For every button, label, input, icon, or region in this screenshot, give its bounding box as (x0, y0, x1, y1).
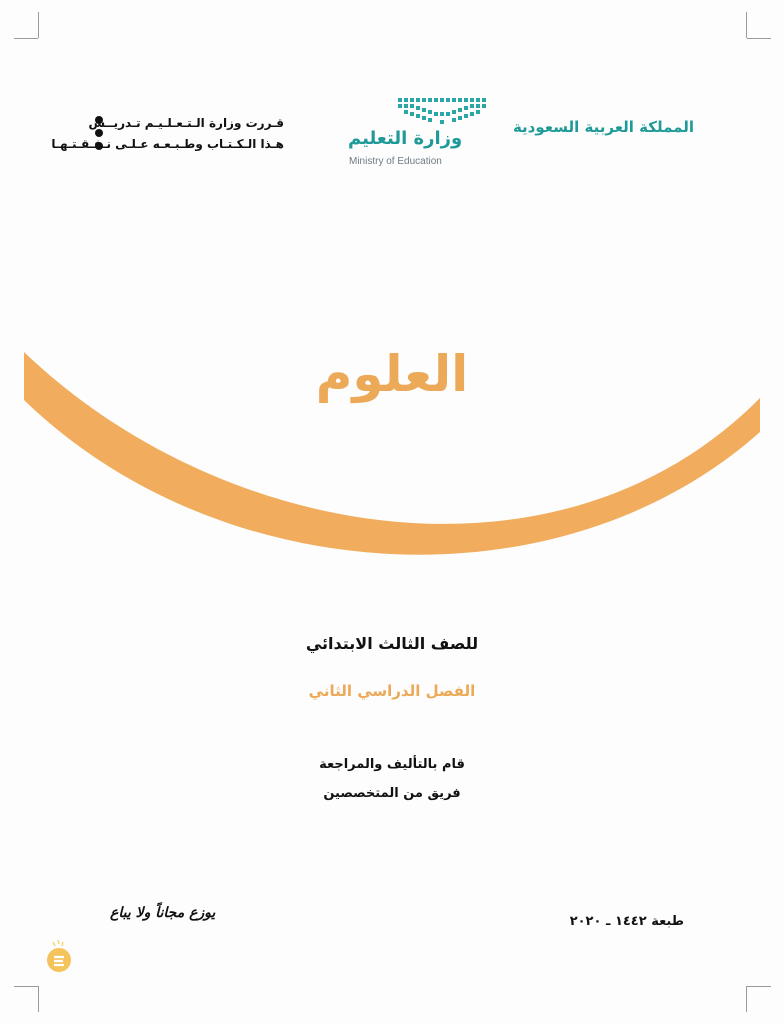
publisher-badge-icon (44, 938, 74, 974)
crop-mark-bottom-left-h (14, 986, 38, 987)
ministry-name-arabic: وزارة التعليم (348, 128, 463, 149)
authorship-line-2: فريق من المتخصصين (323, 786, 461, 801)
kingdom-name: المملكة العربية السعودية (512, 118, 694, 136)
crop-mark-bottom-left-v (38, 986, 39, 1012)
free-distribution-note: يوزع مجاناً ولا يباع (110, 905, 216, 921)
authorship-line-1: قام بالتأليف والمراجعة (319, 757, 465, 772)
approval-line-2: هـذا الـكـتـاب وطـبـعـه عـلـى نـفـقـتـهـا (51, 137, 284, 151)
crop-mark-bottom-right-h (747, 986, 771, 987)
edition-info: طبعة ١٤٤٢ ـ ٢٠٢٠ (569, 914, 684, 929)
book-title: العلوم (315, 345, 469, 403)
grade-level: للصف الثالث الابتدائي (305, 634, 479, 653)
semester: الفصل الدراسي الثاني (308, 682, 476, 700)
approval-line-1: قـررت وزارة الـتـعـلـيـم تـدريــس (88, 116, 284, 130)
ministry-name-english: Ministry of Education (349, 156, 442, 167)
crop-mark-bottom-right-v (746, 986, 747, 1012)
